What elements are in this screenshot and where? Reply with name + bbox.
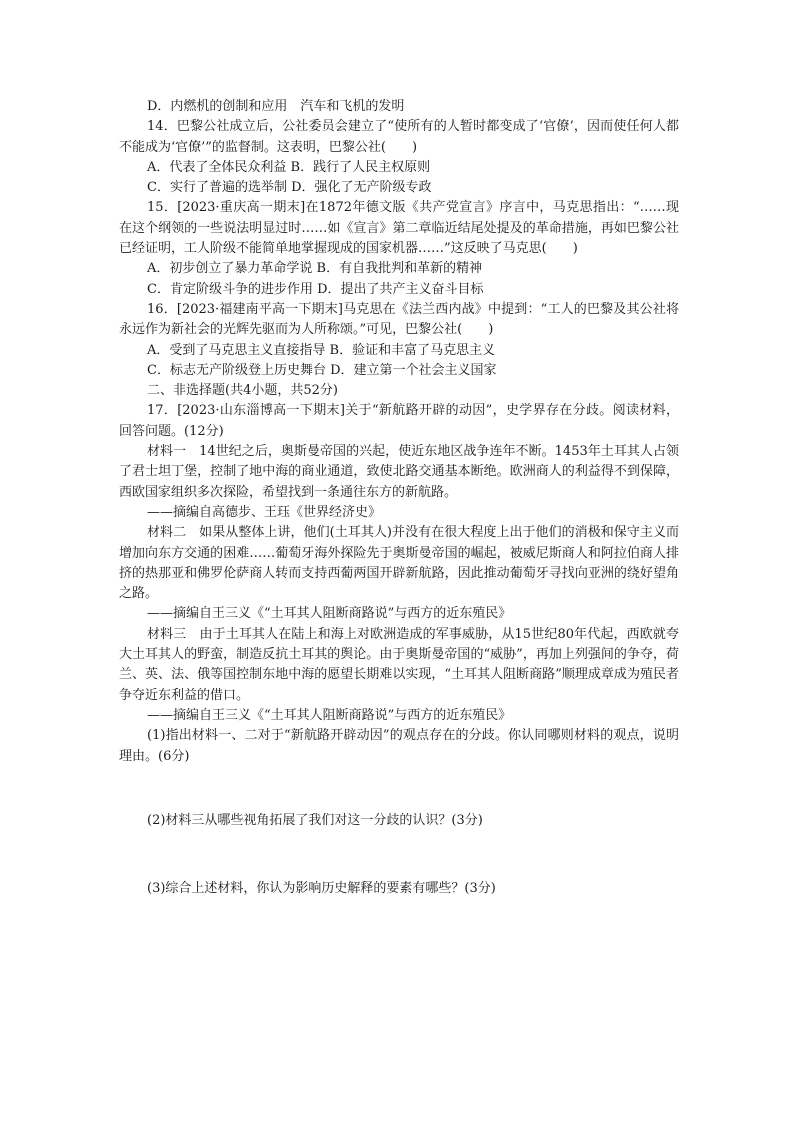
- q17-source2: ——摘编自王三义《“土耳其人阻断商路说”与西方的近东殖民》: [147, 606, 512, 622]
- q17-material2: 材料二 如果从整体上讲，他们(土耳其人)并没有在很大程度上出于他们的消极和保守主义而增加向东方交通的困难……葡萄牙海外探险先于奥斯曼帝国的崛起，被威尼斯商人和阿拉伯商人排挤的热那亚和佛罗伦萨商人转而支持西葡两国开辟新航路，因此推动葡萄牙寻找向亚洲的绕好望角之路。: [119, 525, 679, 602]
- q17-material1: 材料一 14世纪之后，奥斯曼帝国的兴起，使近东地区战争连年不断。1453年土耳其人占领了君士坦丁堡，控制了地中海的商业通道，致使北路交通基本断绝。欧洲商人的利益得不到保障，西欧国家组织多次探险，希望找到一条通往东方的新航路。: [119, 444, 679, 500]
- q17-sub3: (3)综合上述材料，你认为影响历史解释的要素有哪些？(3分): [147, 881, 496, 897]
- q14-options-ab: A．代表了全体民众利益 B．践行了人民主权原则: [147, 159, 431, 175]
- exam-page: [119, 97, 679, 899]
- q14-options-cd: C．实行了普遍的选举制 D．强化了无产阶级专政: [147, 180, 432, 196]
- q17-material3: 材料三 由于土耳其人在陆上和海上对欧洲造成的军事威胁，从15世纪80年代起，西欧就夸大土耳其人的野蛮，制造反抗土耳其的舆论。由于奥斯曼帝国的“威胁”，再加上列强间的争夺，荷兰、英、法、俄等国控制东地中海的愿望长期难以实现，“土耳其人阻断商路”顺理成章成为殖民者争夺近东利益的借口。: [119, 626, 679, 703]
- q17-stem: 17．[2023·山东淄博高一下期末]关于“新航路开辟的动因”，史学界存在分歧。阅读材料，回答问题。(12分): [119, 403, 679, 439]
- q15-stem: 15．[2023·重庆高一期末]在1872年德文版《共产党宣言》序言中，马克思指出：“……现在这个纲领的一些说法明显过时……如《宣言》第二章临近结尾处提及的革命措施，再如巴黎公社已经证明，工人阶级不能简单地掌握现成的国家机器……”这反映了马克思( ): [119, 200, 679, 257]
- q15-options-ab: A．初步创立了暴力革命学说 B．有自我批判和革新的精神: [147, 261, 483, 277]
- q14-stem: 14．巴黎公社成立后，公社委员会建立了“使所有的人暂时都变成了‘官僚’，因而使任何人都不能成为‘官僚’”的监督制。这表明，巴黎公社( ): [119, 119, 679, 155]
- q13-option-d: D．内燃机的创制和应用 汽车和飞机的发明: [147, 99, 405, 114]
- q17-source3: ——摘编自王三义《“土耳其人阻断商路说”与西方的近东殖民》: [147, 707, 512, 723]
- q17-source1: ——摘编自高德步、王珏《世界经济史》: [147, 504, 382, 520]
- q17-sub2: (2)材料三从哪些视角拓展了我们对这一分歧的认识？(3分): [147, 812, 483, 828]
- section2-heading: 二、非选择题(共4小题，共52分): [147, 383, 338, 399]
- answer-space-1: [119, 767, 679, 811]
- q16-options-ab: A．受到了马克思主义直接指导 B．验证和丰富了马克思主义: [147, 342, 496, 358]
- q15-options-cd: C．肯定阶级斗争的进步作用 D．提出了共产主义奋斗目标: [147, 281, 484, 297]
- q17-sub1: (1)指出材料一、二对于“新航路开辟动因”的观点存在的分歧。你认同哪则材料的观点，说明理由。(6分): [119, 728, 679, 764]
- q16-options-cd: C．标志无产阶级登上历史舞台 D．建立第一个社会主义国家: [147, 362, 497, 378]
- answer-space-2: [119, 831, 679, 879]
- q16-stem: 16．[2023·福建南平高一下期末]马克思在《法兰西内战》中提到：“工人的巴黎及其公社将永远作为新社会的光辉先驱而为人所称颂。”可见，巴黎公社( ): [119, 301, 679, 338]
